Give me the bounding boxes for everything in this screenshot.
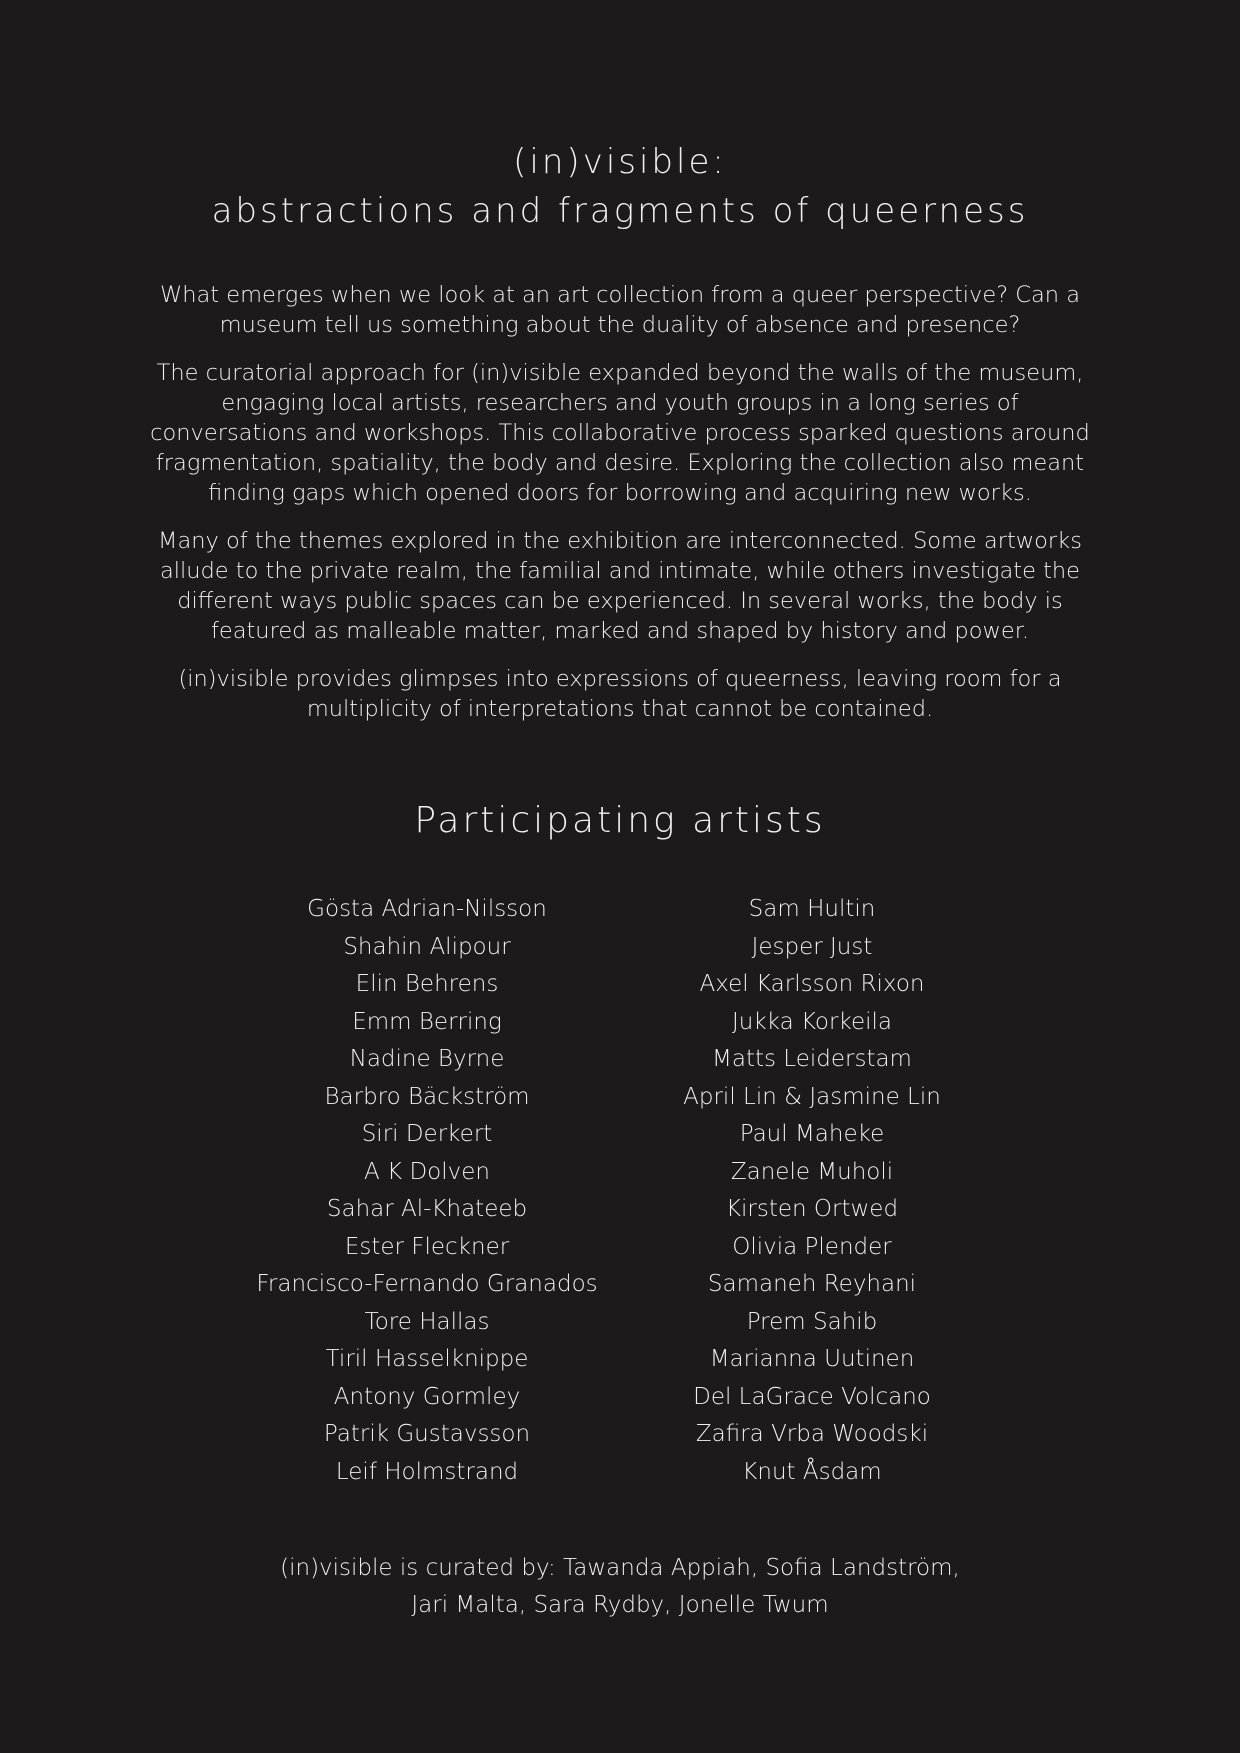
artist-name: Knut Åsdam <box>742 1458 882 1485</box>
artist-name: Shahin Alipour <box>343 933 511 960</box>
artist-name: A K Dolven <box>364 1158 490 1185</box>
artist-name: Sam Hultin <box>748 896 876 922</box>
artist-name: Matts Leiderstam <box>712 1046 912 1072</box>
artist-name: Tore Hallas <box>364 1308 490 1335</box>
artist-name: Gösta Adrian-Nilsson <box>307 896 547 922</box>
credits-line-2: Jari Malta, Sara Rydby, Jonelle Twum <box>411 1592 829 1618</box>
exhibition-title <box>0 138 1240 236</box>
intro-paragraph: Many of the themes explored in the exhibition are interconnected. Some artworks allude to the private realm, the familial and intimate, while others investigate the different ways public spaces can be experienced. In several works, the body is featured as malleable matter, marked and shaped by history and power. <box>158 528 1082 644</box>
intro-paragraph: (in)visible provides glimpses into expressions of queerness, leaving room for a multiplicity of interpretations that cannot be contained. <box>178 666 1062 722</box>
artist-list-left <box>217 891 637 1491</box>
curator-credits <box>0 1550 1240 1624</box>
artist-name: Elin Behrens <box>355 971 499 997</box>
artist-name: Siri Derkert <box>361 1121 493 1147</box>
intro-paragraph: What emerges when we look at an art collection from a queer perspective? Can a museum tell us something about the duality of absence and presence? <box>159 282 1080 338</box>
artist-name: Kirsten Ortwed <box>725 1196 899 1222</box>
artist-name: Leif Holmstrand <box>335 1458 519 1485</box>
title-line-1: (in)visible: <box>513 142 727 182</box>
credits-line-1: (in)visible is curated by: Tawanda Appiah, Sofia Landström, <box>280 1555 960 1581</box>
artist-name: April Lin & Jasmine Lin <box>683 1083 941 1110</box>
artist-name: Samaneh Reyhani <box>707 1271 917 1297</box>
artist-name: Paul Maheke <box>739 1121 885 1147</box>
artist-list-right <box>602 891 1022 1491</box>
artist-name: Barbro Bäckström <box>324 1083 530 1110</box>
artist-name: Zanele Muholi <box>730 1158 894 1185</box>
title-line-2: abstractions and fragments of queerness <box>211 191 1029 231</box>
artist-name: Zafira Vrba Woodski <box>695 1421 929 1447</box>
artist-name: Axel Karlsson Rixon <box>699 971 925 997</box>
artist-name: Jesper Just <box>751 933 873 960</box>
artist-name: Sahar Al-Khateeb <box>326 1196 528 1222</box>
artist-name: Emm Berring <box>352 1008 502 1035</box>
artist-name: Olivia Plender <box>732 1233 892 1260</box>
artists-heading: Participating artists <box>414 800 826 841</box>
intro-paragraph: The curatorial approach for (in)visible expanded beyond the walls of the museum, engaging local artists, researchers and youth groups in a long series of conversations and workshops. This collaborative process sparked questions around fragmentation, spatiality, the body and desire. Exploring the collection also meant finding gaps which opened doors for borrowing and acquiring new works. <box>150 360 1090 506</box>
artist-name: Marianna Uutinen <box>709 1346 915 1372</box>
artist-name: Nadine Byrne <box>349 1046 505 1072</box>
intro-text <box>150 280 1090 742</box>
artist-name: Francisco-Fernando Granados <box>256 1271 598 1297</box>
artist-name: Jukka Korkeila <box>732 1008 892 1035</box>
artist-name: Del LaGrace Volcano <box>693 1383 931 1410</box>
artist-name: Ester Fleckner <box>344 1233 510 1260</box>
artist-name: Prem Sahib <box>746 1308 878 1335</box>
artist-name: Tiril Hasselknippe <box>325 1346 529 1372</box>
artist-name: Patrik Gustavsson <box>323 1421 531 1447</box>
artist-name: Antony Gormley <box>333 1383 521 1410</box>
